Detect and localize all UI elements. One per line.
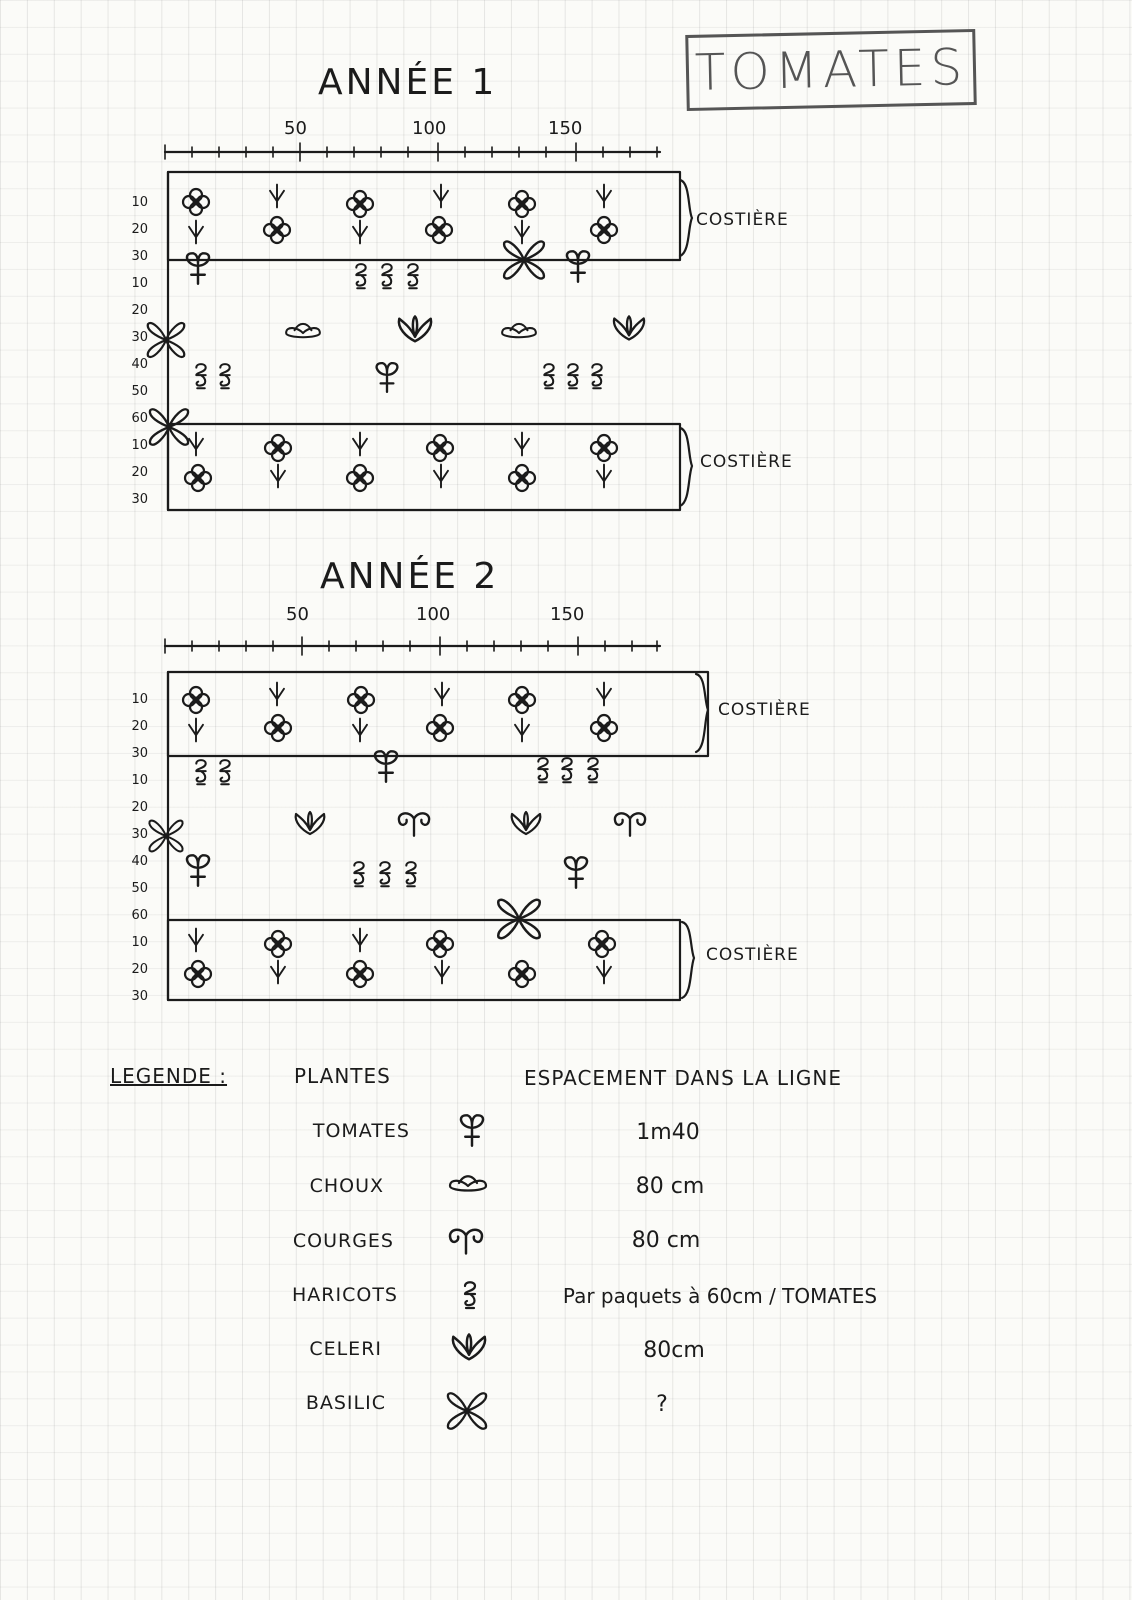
year-2-row-label: 10 <box>131 773 148 788</box>
sprout-icon <box>353 719 367 742</box>
year-1-bed-bottom-plants <box>185 433 617 491</box>
year-2-row-label: 10 <box>131 692 148 707</box>
year-2-brace-bottom <box>682 922 694 998</box>
year-2-bed-top-plants <box>183 683 617 742</box>
year-1-row-label: 50 <box>131 384 148 399</box>
celery-icon <box>614 316 644 339</box>
flower-icon <box>347 465 373 491</box>
year-2-row-label: 20 <box>131 800 148 815</box>
year-2-middle-plants <box>149 751 645 938</box>
celery-icon <box>512 812 541 834</box>
year-2-bed-top <box>168 672 708 756</box>
year-2-tick-150: 150 <box>550 604 585 625</box>
bean-icon <box>562 758 571 782</box>
year-2-bed-bottom-plants <box>185 929 615 987</box>
year-1-row-label: 20 <box>131 303 148 318</box>
sprout-icon <box>271 465 285 488</box>
year-1-row-label: 30 <box>131 492 148 507</box>
sprout-icon <box>270 683 284 706</box>
bean-icon <box>220 760 229 784</box>
year-1-bed-label-bottom: COSTIÈRE <box>700 452 793 472</box>
sprout-icon <box>353 929 367 952</box>
year-1-field <box>168 172 692 510</box>
year-2-bed-label-bottom: COSTIÈRE <box>706 945 799 965</box>
year-1-row-label: 40 <box>131 357 148 372</box>
bean-icon <box>380 862 389 886</box>
year-2-row-label: 30 <box>131 746 148 761</box>
legend-plant-celeri: CELERI <box>309 1338 382 1360</box>
legend-col-spacing: ESPACEMENT DANS LA LIGNE <box>524 1066 842 1090</box>
year-1-middle-plants <box>148 242 644 445</box>
sprout-icon <box>189 433 203 456</box>
bean-icon <box>538 758 547 782</box>
basil-icon <box>148 323 185 357</box>
sprout-icon <box>353 221 367 244</box>
year-2-row-label: 60 <box>131 908 148 923</box>
legend-spacing-basilic: ? <box>656 1392 668 1417</box>
flower-icon <box>509 191 535 217</box>
sprout-icon <box>515 433 529 456</box>
flower-icon <box>426 217 452 243</box>
flower-icon <box>591 217 617 243</box>
cabbage-icon <box>286 324 320 337</box>
sprout-icon <box>434 185 448 208</box>
flower-icon <box>427 715 453 741</box>
year-2-bed-label-top: COSTIÈRE <box>718 700 811 720</box>
legend-spacing-choux: 80 cm <box>635 1174 705 1199</box>
year-1-row-label: 20 <box>131 465 148 480</box>
year-1-row-label: 30 <box>131 249 148 264</box>
year-1-row-label: 10 <box>131 276 148 291</box>
flower-icon <box>591 715 617 741</box>
year-1-row-label: 20 <box>131 222 148 237</box>
year-2-row-label: 40 <box>131 854 148 869</box>
bean-icon <box>544 364 553 388</box>
bean-icon <box>196 364 205 388</box>
sprout-icon <box>597 465 611 488</box>
celery-icon <box>399 317 431 342</box>
legend-title: LEGENDE : <box>110 1064 228 1088</box>
sprout-icon <box>597 185 611 208</box>
celery-icon <box>296 812 325 834</box>
flower-icon <box>591 435 617 461</box>
year-1-tick-100: 100 <box>412 118 447 139</box>
year-2-row-label: 50 <box>131 881 148 896</box>
sprout-icon <box>189 929 203 952</box>
year-1-row-label: 10 <box>131 438 148 453</box>
year-1-bed-label-top: COSTIÈRE <box>696 210 789 230</box>
year-2-row-label: 30 <box>131 989 148 1004</box>
basil-icon <box>149 821 182 852</box>
year-2-row-label: 30 <box>131 827 148 842</box>
sprout-icon <box>597 683 611 706</box>
squash-icon <box>615 813 645 835</box>
bean-icon <box>196 760 205 784</box>
sprout-icon <box>434 465 448 488</box>
year-1-row-label: 30 <box>131 330 148 345</box>
flower-icon <box>183 189 209 215</box>
tomato-icon <box>187 855 209 885</box>
legend-plant-courges: COURGES <box>292 1230 394 1252</box>
flower-icon <box>348 687 374 713</box>
flower-icon <box>185 961 211 987</box>
sprout-icon <box>271 961 285 984</box>
flower-icon <box>185 465 211 491</box>
year-2-row-label: 20 <box>131 719 148 734</box>
flower-icon <box>265 931 291 957</box>
year-2-tick-100: 100 <box>416 604 451 625</box>
bean-icon <box>452 1276 488 1316</box>
bean-icon <box>592 364 601 388</box>
sprout-icon <box>597 961 611 984</box>
year-1-row-label: 60 <box>131 411 148 426</box>
legend-spacing-celeri: 80cm <box>643 1338 705 1363</box>
sprout-icon <box>515 719 529 742</box>
flower-icon <box>265 435 291 461</box>
tomato-icon <box>567 251 589 281</box>
flower-icon <box>347 191 373 217</box>
tomato-icon <box>187 253 209 283</box>
flower-icon <box>509 465 535 491</box>
bean-icon <box>354 862 363 886</box>
year-1-tick-50: 50 <box>284 118 307 139</box>
legend-spacing-haricots: Par paquets à 60cm / TOMATES <box>562 1284 878 1308</box>
year-2-row-label: 10 <box>131 935 148 950</box>
year-2-row-label: 20 <box>131 962 148 977</box>
legend-spacing-courges: 80 cm <box>631 1228 701 1253</box>
bean-icon <box>220 364 229 388</box>
bean-icon <box>356 264 365 288</box>
year-2-axis <box>165 637 660 655</box>
flower-icon <box>427 435 453 461</box>
bean-icon <box>406 862 415 886</box>
sprout-icon <box>435 683 449 706</box>
legend-col-plants: PLANTES <box>294 1064 391 1088</box>
legend-plant-choux: CHOUX <box>309 1175 384 1197</box>
bean-icon <box>408 264 417 288</box>
year-2-brace-top <box>696 674 708 752</box>
sprout-icon <box>353 433 367 456</box>
flower-icon <box>509 961 535 987</box>
year-1-row-label: 10 <box>131 195 148 210</box>
flower-icon <box>265 715 291 741</box>
year-2-title: ANNÉE 2 <box>320 556 500 597</box>
legend-plant-basilic: BASILIC <box>305 1392 386 1414</box>
sprout-icon <box>435 961 449 984</box>
cabbage-icon <box>502 324 536 337</box>
year-1-axis <box>165 143 660 161</box>
sprout-icon <box>189 719 203 742</box>
legend-spacing-tomates: 1m40 <box>636 1120 700 1145</box>
sprout-icon <box>515 221 529 244</box>
squash-icon <box>399 813 429 835</box>
bean-icon <box>382 264 391 288</box>
flower-icon <box>427 931 453 957</box>
year-1-brace-bottom <box>680 428 692 506</box>
flower-icon <box>183 687 209 713</box>
flower-icon <box>347 961 373 987</box>
year-2-tick-50: 50 <box>286 604 309 625</box>
year-2-field <box>168 672 708 1000</box>
sprout-icon <box>189 221 203 244</box>
flower-icon <box>589 931 615 957</box>
year-1-title: ANNÉE 1 <box>318 62 498 103</box>
bean-icon <box>568 364 577 388</box>
year-1-brace-top <box>680 180 692 256</box>
bean-icon <box>588 758 597 782</box>
year-1-tick-150: 150 <box>548 118 583 139</box>
tomato-icon <box>565 857 587 887</box>
year-1-bed-top-plants <box>183 185 617 244</box>
tomato-icon <box>377 363 398 392</box>
sprout-icon <box>270 185 284 208</box>
legend-plant-tomates: TOMATES <box>312 1120 410 1142</box>
legend-plant-haricots: HARICOTS <box>292 1284 398 1306</box>
page-title: TOMATES <box>694 38 968 102</box>
flower-icon <box>509 687 535 713</box>
flower-icon <box>264 217 290 243</box>
